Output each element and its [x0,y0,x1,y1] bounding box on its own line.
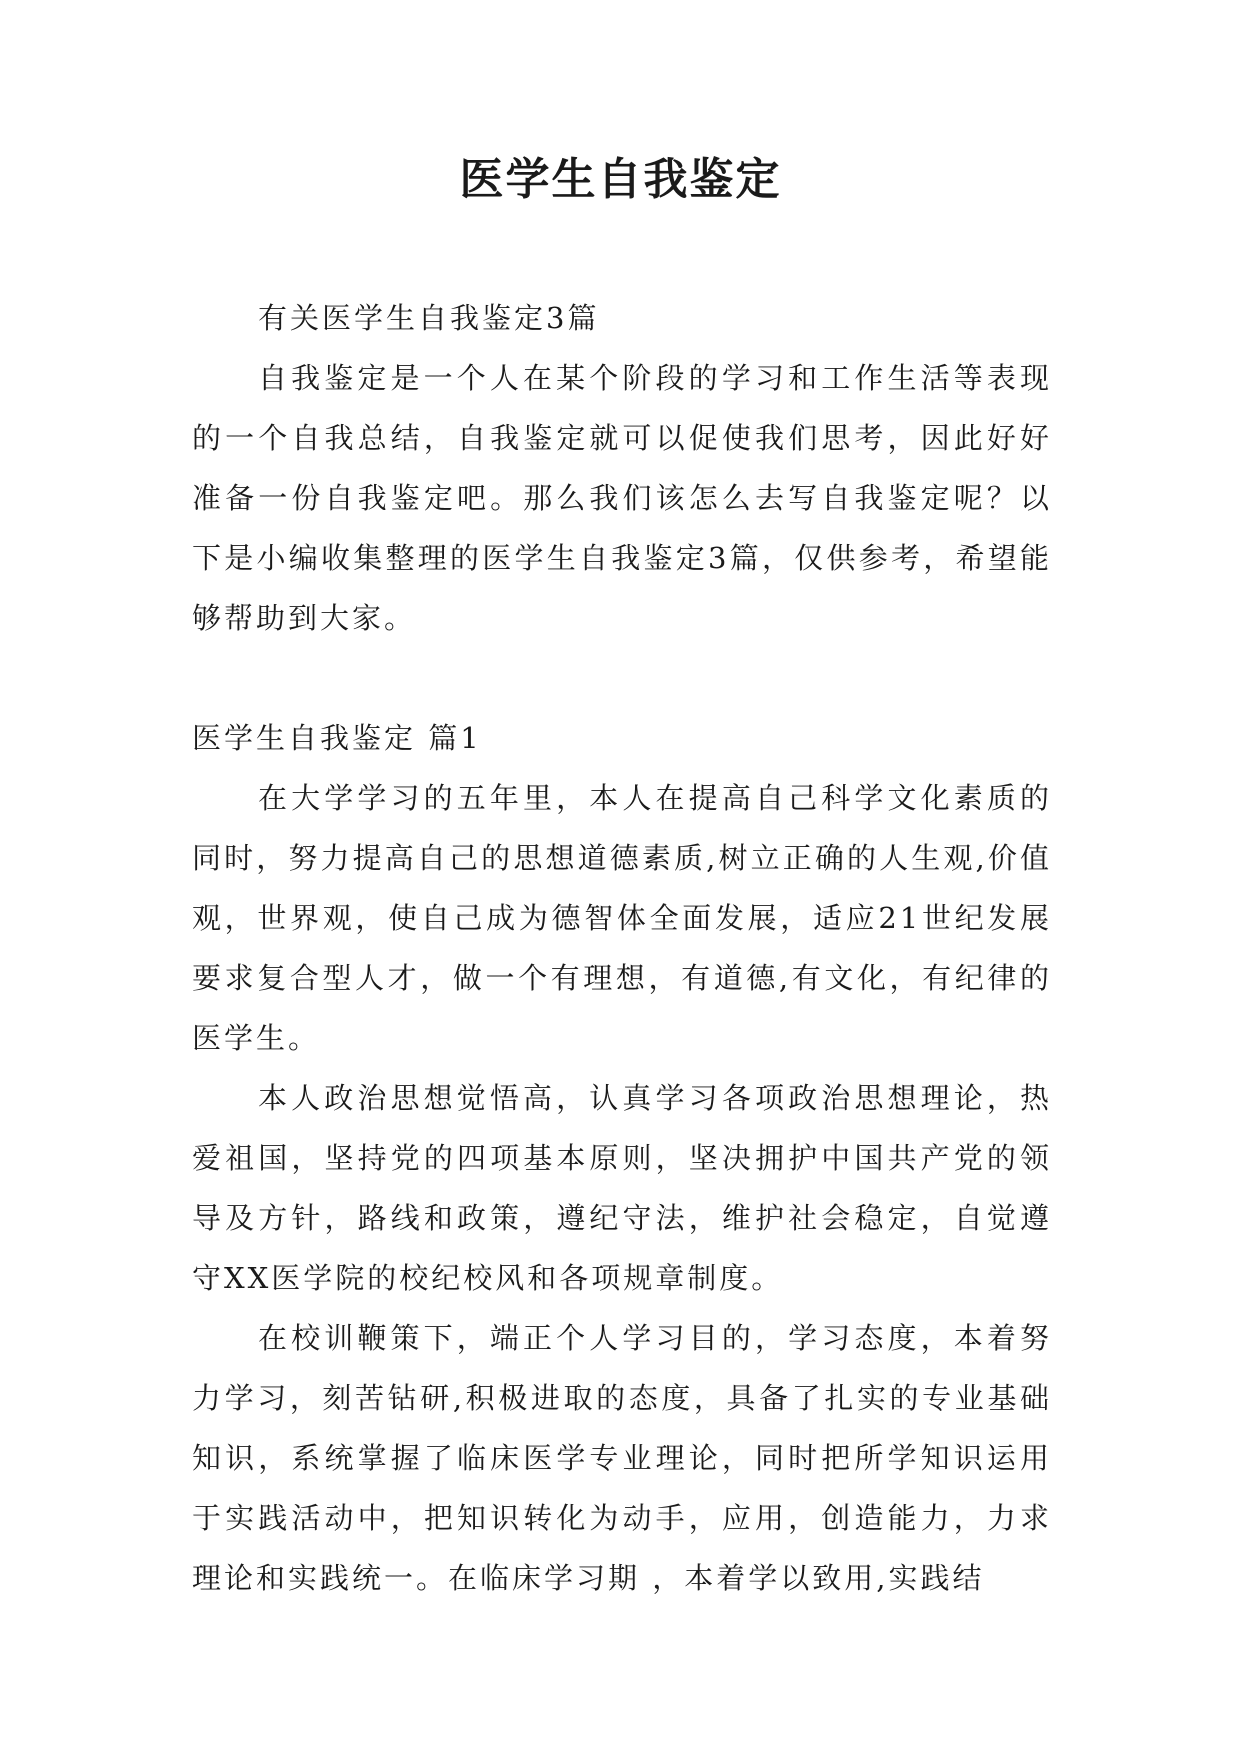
body-paragraph-3: 在校训鞭策下，端正个人学习目的，学习态度，本着努力学习，刻苦钻研,积极进取的态度，具备了扎实的专业基础知识，系统掌握了临床医学专业理论，同时把所学知识运用于实践活动中，把知识转化为动手，应用，创造能力，力求理论和实践统一。在临床学习期 ，本着学以致用,实践结 [192,1321,1052,1595]
intro-paragraph: 自我鉴定是一个人在某个阶段的学习和工作生活等表现的一个自我总结，自我鉴定就可以促使我们思考，因此好好准备一份自我鉴定吧。那么我们该怎么去写自我鉴定呢？以下是小编收集整理的医学生自我鉴定3篇，仅供参考，希望能够帮助到大家。 [192,361,1052,635]
section-heading: 医学生自我鉴定 篇1 [192,721,482,755]
document-body [192,288,1052,1608]
subtitle-line: 有关医学生自我鉴定3篇 [258,301,600,335]
body-paragraph-2: 本人政治思想觉悟高，认真学习各项政治思想理论，热爱祖国，坚持党的四项基本原则，坚决拥护中国共产党的领导及方针，路线和政策，遵纪守法，维护社会稳定，自觉遵守XX医学院的校纪校风和各项规章制度。 [192,1081,1052,1295]
body-paragraph-1: 在大学学习的五年里，本人在提高自己科学文化素质的同时，努力提高自己的思想道德素质,树立正确的人生观,价值观，世界观，使自己成为德智体全面发展，适应21世纪发展要求复合型人才，做一个有理想，有道德,有文化，有纪律的医学生。 [192,781,1052,1055]
document-title: 医学生自我鉴定 [459,154,782,205]
